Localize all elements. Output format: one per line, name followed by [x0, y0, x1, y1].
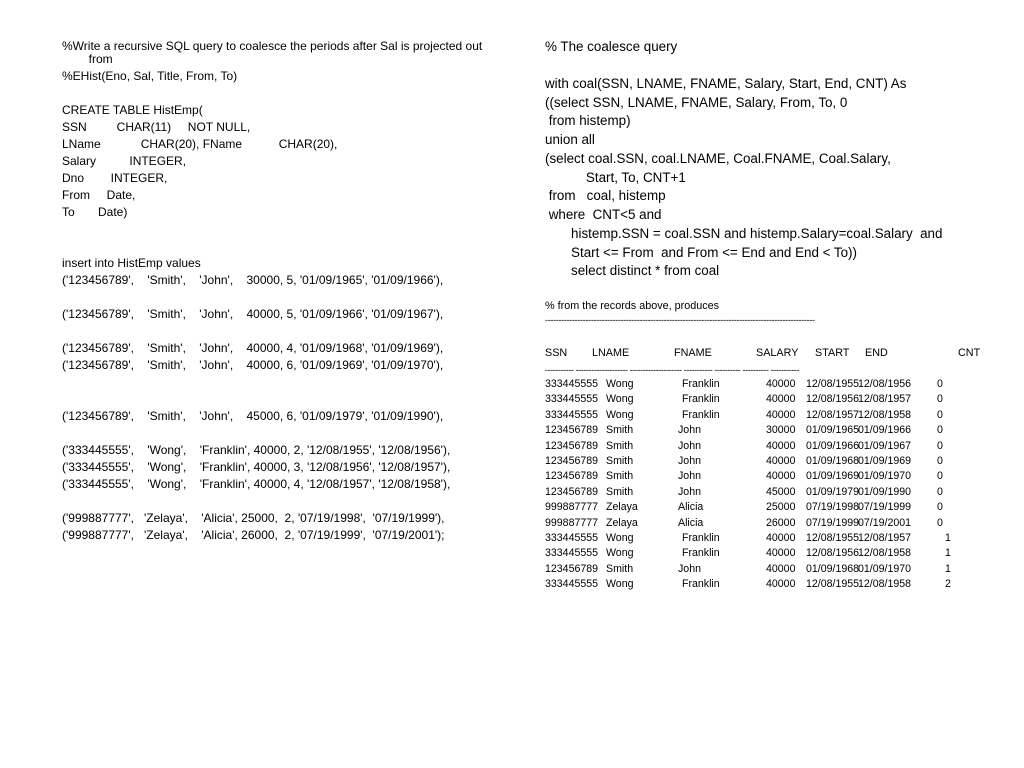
table-cell-end: 12/08/1957 — [858, 393, 912, 406]
table-cell-salary: 40000 — [766, 408, 796, 421]
query-line: Start, To, CNT+1 — [545, 170, 686, 185]
table-cell-ssn: 333445555 — [545, 547, 599, 560]
table-cell-end: 12/08/1958 — [858, 408, 912, 421]
table-cell-cnt: 0 — [937, 501, 943, 514]
table-cell-cnt: 0 — [937, 439, 943, 452]
table-cell-ssn: 333445555 — [545, 393, 599, 406]
table-cell-lname: Smith — [606, 470, 634, 483]
table-cell-start: 07/19/1998 — [806, 501, 860, 514]
query-line: ((select SSN, LNAME, FNAME, Salary, From, To, 0 — [545, 95, 848, 110]
table-cell-lname: Wong — [606, 547, 634, 560]
column-header-ssn: SSN — [545, 347, 568, 359]
column-def: SSN CHAR(11) NOT NULL, — [62, 120, 251, 134]
table-cell-salary: 40000 — [766, 562, 796, 575]
separator-line: ---------------------------------------------------------------------------------------------------- — [545, 316, 815, 325]
query-line: where CNT<5 and — [545, 207, 662, 222]
column-def: From Date, — [62, 188, 136, 202]
insert-row: ('123456789', 'Smith', 'John', 40000, 4, '01/09/1968', '01/09/1969'), — [62, 341, 444, 355]
table-cell-start: 01/09/1966 — [806, 439, 860, 452]
table-cell-salary: 40000 — [766, 439, 796, 452]
insert-row: ('333445555', 'Wong', 'Franklin', 40000, 4, '12/08/1957', '12/08/1958'), — [62, 477, 451, 491]
table-cell-fname: John — [678, 485, 701, 498]
table-cell-fname: Alicia — [678, 501, 704, 514]
table-cell-end: 01/09/1970 — [858, 562, 912, 575]
query-line: from coal, histemp — [545, 188, 666, 203]
table-cell-cnt: 0 — [937, 516, 943, 529]
comment-line: %Write a recursive SQL query to coalesce the periods after Sal is projected out — [62, 39, 483, 53]
table-cell-salary: 45000 — [766, 485, 796, 498]
table-cell-ssn: 123456789 — [545, 470, 599, 483]
table-cell-cnt: 1 — [945, 547, 951, 560]
produces-label: % from the records above, produces — [545, 300, 720, 312]
column-header-salary: SALARY — [756, 347, 799, 359]
table-cell-salary: 40000 — [766, 578, 796, 591]
table-cell-fname: Franklin — [682, 408, 720, 421]
table-cell-lname: Zelaya — [606, 501, 638, 514]
insert-row: ('999887777', 'Zelaya', 'Alicia', 26000, 2, '07/19/1999', '07/19/2001'); — [62, 528, 445, 542]
query-line: from histemp) — [545, 113, 631, 128]
table-cell-start: 07/19/1999 — [806, 516, 860, 529]
table-cell-fname: John — [678, 562, 701, 575]
query-line: select distinct * from coal — [545, 263, 720, 278]
table-cell-salary: 40000 — [766, 532, 796, 544]
column-header-end: END — [865, 347, 888, 359]
insert-row: ('333445555', 'Wong', 'Franklin', 40000, 3, '12/08/1956', '12/08/1957'), — [62, 460, 451, 474]
table-cell-start: 12/08/1956 — [806, 393, 860, 406]
table-cell-fname: John — [678, 470, 701, 483]
column-header-cnt: CNT — [958, 347, 981, 359]
table-cell-lname: Wong — [606, 408, 634, 421]
insert-row: ('123456789', 'Smith', 'John', 45000, 6, '01/09/1979', '01/09/1990'), — [62, 409, 444, 423]
create-table-line: CREATE TABLE HistEmp( — [62, 103, 203, 117]
table-cell-fname: Franklin — [682, 578, 720, 591]
table-cell-lname: Zelaya — [606, 516, 638, 529]
table-cell-lname: Wong — [606, 578, 634, 591]
table-cell-start: 01/09/1979 — [806, 485, 860, 498]
table-cell-start: 12/08/1955 — [806, 578, 860, 591]
column-def: Dno INTEGER, — [62, 171, 168, 185]
table-cell-lname: Wong — [606, 378, 634, 390]
table-cell-ssn: 123456789 — [545, 485, 599, 498]
table-cell-ssn: 999887777 — [545, 516, 599, 529]
table-cell-salary: 30000 — [766, 424, 796, 437]
table-cell-start: 01/09/1965 — [806, 424, 860, 437]
header-underline: ----------- -------------------- -------------------- ----------- ---------- ---------- ----------- — [545, 365, 800, 375]
query-line: histemp.SSN = coal.SSN and histemp.Salary=coal.Salary and — [545, 226, 943, 241]
table-cell-fname: John — [678, 424, 701, 437]
table-cell-cnt: 2 — [945, 578, 951, 591]
insert-statement: insert into HistEmp values — [62, 256, 201, 270]
table-cell-cnt: 1 — [945, 532, 951, 544]
insert-row: ('333445555', 'Wong', 'Franklin', 40000, 2, '12/08/1955', '12/08/1956'), — [62, 443, 451, 457]
table-cell-lname: Wong — [606, 532, 634, 544]
table-cell-start: 01/09/1969 — [806, 470, 860, 483]
column-header-lname: LNAME — [592, 347, 630, 359]
comment-line: from — [62, 52, 113, 66]
table-cell-lname: Smith — [606, 485, 634, 498]
table-cell-end: 01/09/1967 — [858, 439, 912, 452]
table-cell-cnt: 0 — [937, 393, 943, 406]
column-def: To Date) — [62, 205, 128, 219]
table-cell-ssn: 123456789 — [545, 455, 599, 467]
table-cell-start: 12/08/1956 — [806, 547, 860, 560]
table-cell-end: 12/08/1958 — [858, 578, 912, 591]
table-cell-fname: Franklin — [682, 547, 720, 560]
table-cell-ssn: 123456789 — [545, 562, 599, 575]
table-cell-ssn: 333445555 — [545, 532, 599, 544]
table-cell-salary: 40000 — [766, 378, 796, 390]
table-cell-fname: John — [678, 455, 701, 467]
table-cell-ssn: 333445555 — [545, 378, 599, 390]
table-cell-fname: John — [678, 439, 701, 452]
insert-row: ('123456789', 'Smith', 'John', 40000, 6, '01/09/1969', '01/09/1970'), — [62, 358, 444, 372]
query-line: (select coal.SSN, coal.LNAME, Coal.FNAME, Coal.Salary, — [545, 151, 891, 166]
table-cell-cnt: 0 — [937, 455, 943, 467]
table-cell-end: 01/09/1990 — [858, 485, 912, 498]
table-cell-start: 01/09/1968 — [806, 455, 860, 467]
table-cell-fname: Franklin — [682, 393, 720, 406]
table-cell-ssn: 123456789 — [545, 424, 599, 437]
table-cell-end: 12/08/1956 — [858, 378, 912, 390]
table-cell-start: 12/08/1957 — [806, 408, 860, 421]
table-cell-cnt: 0 — [937, 485, 943, 498]
insert-row: ('123456789', 'Smith', 'John', 30000, 5, '01/09/1965', '01/09/1966'), — [62, 273, 444, 287]
table-cell-lname: Smith — [606, 455, 634, 467]
table-cell-ssn: 999887777 — [545, 501, 599, 514]
table-cell-lname: Smith — [606, 439, 634, 452]
table-cell-start: 01/09/1968 — [806, 562, 860, 575]
table-cell-cnt: 1 — [945, 562, 951, 575]
table-cell-end: 01/09/1966 — [858, 424, 912, 437]
column-header-start: START — [815, 347, 850, 359]
table-cell-end: 12/08/1958 — [858, 547, 912, 560]
column-header-fname: FNAME — [674, 347, 712, 359]
table-cell-salary: 25000 — [766, 501, 796, 514]
table-cell-salary: 40000 — [766, 547, 796, 560]
table-cell-start: 12/08/1955 — [806, 532, 860, 544]
table-cell-fname: Franklin — [682, 378, 720, 390]
query-comment: % The coalesce query — [545, 39, 678, 54]
schema-comment: %EHist(Eno, Sal, Title, From, To) — [62, 69, 238, 83]
query-line: Start <= From and From <= End and End < To)) — [545, 245, 857, 260]
table-cell-cnt: 0 — [937, 408, 943, 421]
table-cell-fname: Franklin — [682, 532, 720, 544]
table-cell-salary: 26000 — [766, 516, 796, 529]
table-cell-lname: Wong — [606, 393, 634, 406]
table-cell-end: 01/09/1969 — [858, 455, 912, 467]
table-cell-end: 01/09/1970 — [858, 470, 912, 483]
query-line: with coal(SSN, LNAME, FNAME, Salary, Start, End, CNT) As — [545, 76, 907, 91]
table-cell-lname: Smith — [606, 562, 634, 575]
table-cell-salary: 40000 — [766, 470, 796, 483]
table-cell-end: 07/19/2001 — [858, 516, 912, 529]
table-cell-cnt: 0 — [937, 470, 943, 483]
insert-row: ('123456789', 'Smith', 'John', 40000, 5, '01/09/1966', '01/09/1967'), — [62, 307, 444, 321]
table-cell-start: 12/08/1955 — [806, 378, 860, 390]
table-cell-end: 12/08/1957 — [858, 532, 912, 544]
table-cell-cnt: 0 — [937, 424, 943, 437]
table-cell-salary: 40000 — [766, 455, 796, 467]
table-cell-end: 07/19/1999 — [858, 501, 912, 514]
table-cell-lname: Smith — [606, 424, 634, 437]
column-def: Salary INTEGER, — [62, 154, 187, 168]
column-def: LName CHAR(20), FName CHAR(20), — [62, 137, 338, 151]
query-line: union all — [545, 132, 595, 147]
table-cell-ssn: 123456789 — [545, 439, 599, 452]
table-cell-cnt: 0 — [937, 378, 943, 390]
table-cell-ssn: 333445555 — [545, 408, 599, 421]
table-cell-salary: 40000 — [766, 393, 796, 406]
table-cell-ssn: 333445555 — [545, 578, 599, 591]
table-cell-fname: Alicia — [678, 516, 704, 529]
insert-row: ('999887777', 'Zelaya', 'Alicia', 25000, 2, '07/19/1998', '07/19/1999'), — [62, 511, 445, 525]
